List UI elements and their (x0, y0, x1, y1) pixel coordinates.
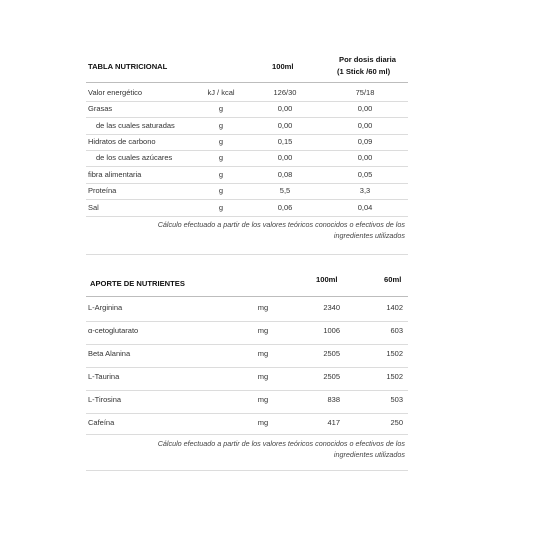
row-unit: g (218, 121, 224, 130)
row-divider (86, 434, 408, 435)
row-value-100ml: 1006 (323, 326, 340, 335)
row-value-dose: 0,00 (357, 104, 373, 113)
row-value-100ml: 417 (327, 418, 340, 427)
row-label: Cafeína (88, 418, 115, 427)
row-value-100ml: 2505 (323, 372, 340, 381)
row-unit: kJ / kcal (207, 88, 235, 97)
nutrients-footnote: Cálculo efectuado a partir de los valores teóricos conocidos o efectivos de los ingredientes utilizados (157, 439, 405, 459)
nutrients-header-100ml: 100ml (316, 275, 338, 284)
row-unit: mg (257, 418, 269, 427)
row-label: Sal (88, 203, 99, 212)
nutrients-header-divider (86, 296, 408, 297)
row-value-100ml: 0,08 (277, 170, 293, 179)
row-unit: mg (257, 349, 269, 358)
row-divider (86, 413, 408, 414)
row-value-100ml: 0,15 (277, 137, 293, 146)
row-value-100ml: 0,06 (277, 203, 293, 212)
row-unit: g (218, 203, 224, 212)
nutrients-title: APORTE DE NUTRIENTES (90, 279, 185, 288)
row-divider (86, 117, 408, 118)
row-value-dose: 0,00 (357, 121, 373, 130)
row-value-dose: 75/18 (355, 88, 375, 97)
row-unit: g (218, 137, 224, 146)
row-value-100ml: 838 (327, 395, 340, 404)
nutrition-title: TABLA NUTRICIONAL (88, 62, 168, 71)
row-value-100ml: 126/30 (273, 88, 297, 97)
row-divider (86, 367, 408, 368)
row-label: L-Arginina (88, 303, 123, 312)
row-value-60ml: 1502 (386, 349, 403, 358)
row-unit: g (218, 170, 224, 179)
nutrition-bottom-divider (86, 254, 408, 255)
row-label: Valor energético (88, 88, 143, 97)
row-label: de los cuales azúcares (96, 153, 173, 162)
nutrition-header-dose-line1: Por dosis diaria (339, 55, 396, 64)
row-label: fibra alimentaria (88, 170, 142, 179)
row-label: de las cuales saturadas (96, 121, 175, 130)
row-divider (86, 216, 408, 217)
row-value-60ml: 503 (390, 395, 403, 404)
row-value-60ml: 603 (390, 326, 403, 335)
row-unit: g (218, 186, 224, 195)
row-unit: mg (257, 372, 269, 381)
row-value-dose: 0,05 (357, 170, 373, 179)
row-value-dose: 0,09 (357, 137, 373, 146)
nutrients-bottom-divider (86, 470, 408, 471)
row-value-100ml: 0,00 (277, 104, 293, 113)
row-value-60ml: 250 (390, 418, 403, 427)
nutrition-footnote: Cálculo efectuado a partir de los valores teóricos conocidos o efectivos de los ingredientes utilizados (157, 220, 405, 240)
row-label: Grasas (88, 104, 113, 113)
row-divider (86, 199, 408, 200)
row-divider (86, 183, 408, 184)
row-value-100ml: 0,00 (277, 153, 293, 162)
row-divider (86, 150, 408, 151)
row-value-dose: 0,04 (357, 203, 373, 212)
row-unit: mg (257, 326, 269, 335)
row-divider (86, 134, 408, 135)
nutrition-header-dose-line2: (1 Stick /60 ml) (337, 67, 391, 76)
row-divider (86, 344, 408, 345)
row-value-60ml: 1502 (386, 372, 403, 381)
row-label: Hidratos de carbono (88, 137, 156, 146)
row-label: L-Taurina (88, 372, 120, 381)
row-label: Proteína (88, 186, 117, 195)
row-divider (86, 166, 408, 167)
row-unit: mg (257, 395, 269, 404)
row-unit: g (218, 104, 224, 113)
row-unit: mg (257, 303, 269, 312)
row-value-100ml: 2505 (323, 349, 340, 358)
row-value-100ml: 0,00 (277, 121, 293, 130)
row-label: L-Tirosina (88, 395, 122, 404)
row-divider (86, 390, 408, 391)
row-divider (86, 321, 408, 322)
row-label: α-cetoglutarato (88, 326, 139, 335)
row-label: Beta Alanina (88, 349, 131, 358)
row-unit: g (218, 153, 224, 162)
row-value-60ml: 1402 (386, 303, 403, 312)
row-value-100ml: 2340 (323, 303, 340, 312)
row-value-dose: 0,00 (357, 153, 373, 162)
nutrition-header-100ml: 100ml (272, 62, 294, 71)
nutrition-header-divider (86, 82, 408, 83)
nutrients-header-60ml: 60ml (384, 275, 402, 284)
row-divider (86, 101, 408, 102)
row-value-dose: 3,3 (359, 186, 371, 195)
row-value-100ml: 5,5 (279, 186, 291, 195)
